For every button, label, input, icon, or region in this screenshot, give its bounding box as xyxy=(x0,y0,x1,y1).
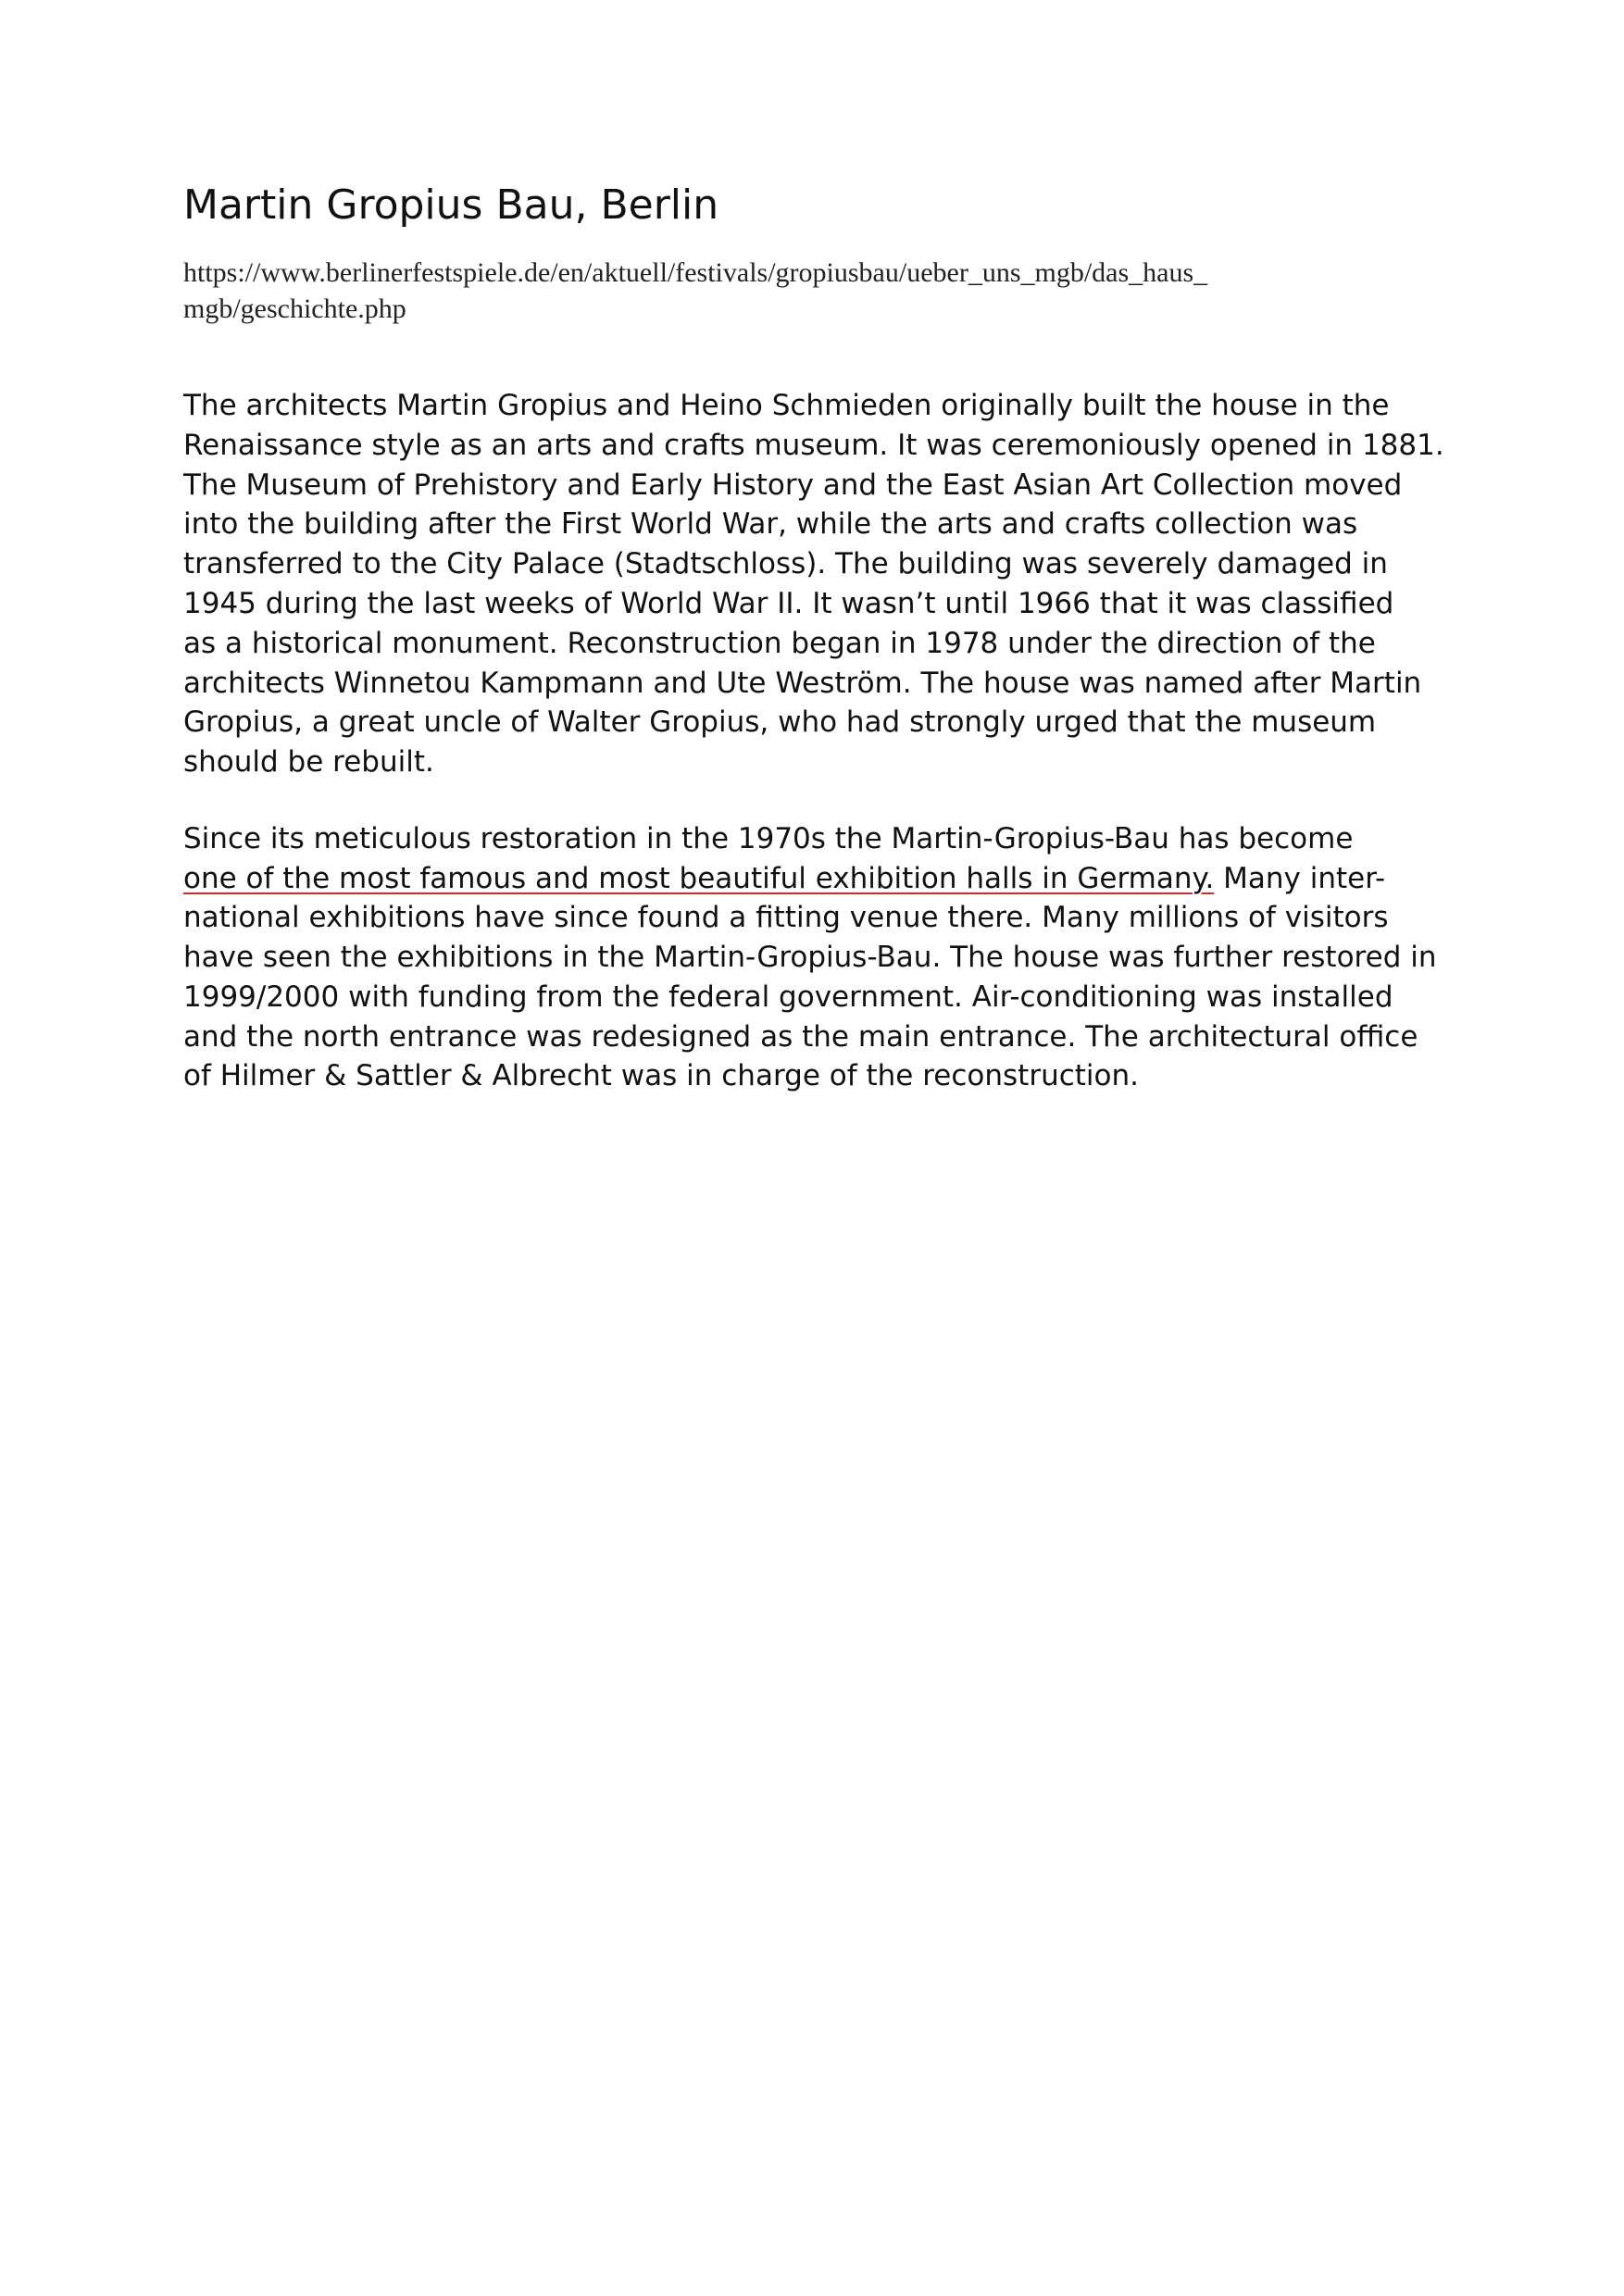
document-content xyxy=(183,183,1470,1096)
paragraph-line: 1945 during the last weeks of World War II. It wasn’t until 1966 that it was classified xyxy=(183,587,1394,620)
restoration-paragraph xyxy=(183,819,1466,1096)
paragraph-line: as a historical monument. Reconstruction began in 1978 under the direction of the xyxy=(183,626,1376,660)
paragraph-line: 1999/2000 with funding from the federal government. Air-conditioning was installed xyxy=(183,980,1393,1014)
paragraph-line: should be rebuilt. xyxy=(183,745,434,780)
source-url xyxy=(183,256,1452,327)
source-url-line-2: mgb/geschichte.php xyxy=(183,293,406,324)
history-paragraph xyxy=(183,386,1466,782)
paragraph-line: The Museum of Prehistory and Early History and the East Asian Art Collection moved xyxy=(183,468,1403,502)
source-url-line-1: https://www.berlinerfestspiele.de/en/aktuell/festivals/gropiusbau/ueber_uns_mgb/das_haus_ xyxy=(183,257,1208,289)
paragraph-line: Gropius, a great uncle of Walter Gropius, who had strongly urged that the museum xyxy=(183,705,1377,740)
underlined-phrase: one of the most famous and most beautiful exhibition halls in Germany. xyxy=(183,861,1215,895)
paragraph-line-continuation: Many inter- xyxy=(1214,861,1386,895)
page-title: Martin Gropius Bau, Berlin xyxy=(183,181,719,229)
paragraph-line: transferred to the City Palace (Stadtschloss). The building was severely damaged in xyxy=(183,547,1388,581)
paragraph-line: Since its meticulous restoration in the 1970s the Martin-Gropius-Bau has become xyxy=(183,821,1354,855)
paragraph-line-with-highlight xyxy=(183,859,1466,899)
paragraph-line: The architects Martin Gropius and Heino Schmieden originally built the house in the xyxy=(183,389,1390,423)
paragraph-line: Renaissance style as an arts and crafts museum. It was ceremoniously opened in 1881. xyxy=(183,428,1444,462)
paragraph-line: have seen the exhibitions in the Martin-Gropius-Bau. The house was further restored in xyxy=(183,941,1437,975)
paragraph-line: and the north entrance was redesigned as the main entrance. The architectural office xyxy=(183,1019,1418,1054)
paragraph-line: architects Winnetou Kampmann and Ute Weström. The house was named after Martin xyxy=(183,666,1422,700)
paragraph-line: of Hilmer & Sattler & Albrecht was in charge of the reconstruction. xyxy=(183,1059,1139,1093)
paragraph-line: national exhibitions have since found a fitting venue there. Many millions of visitors xyxy=(183,901,1389,935)
paragraph-line: into the building after the First World War, while the arts and crafts collection was xyxy=(183,507,1358,542)
